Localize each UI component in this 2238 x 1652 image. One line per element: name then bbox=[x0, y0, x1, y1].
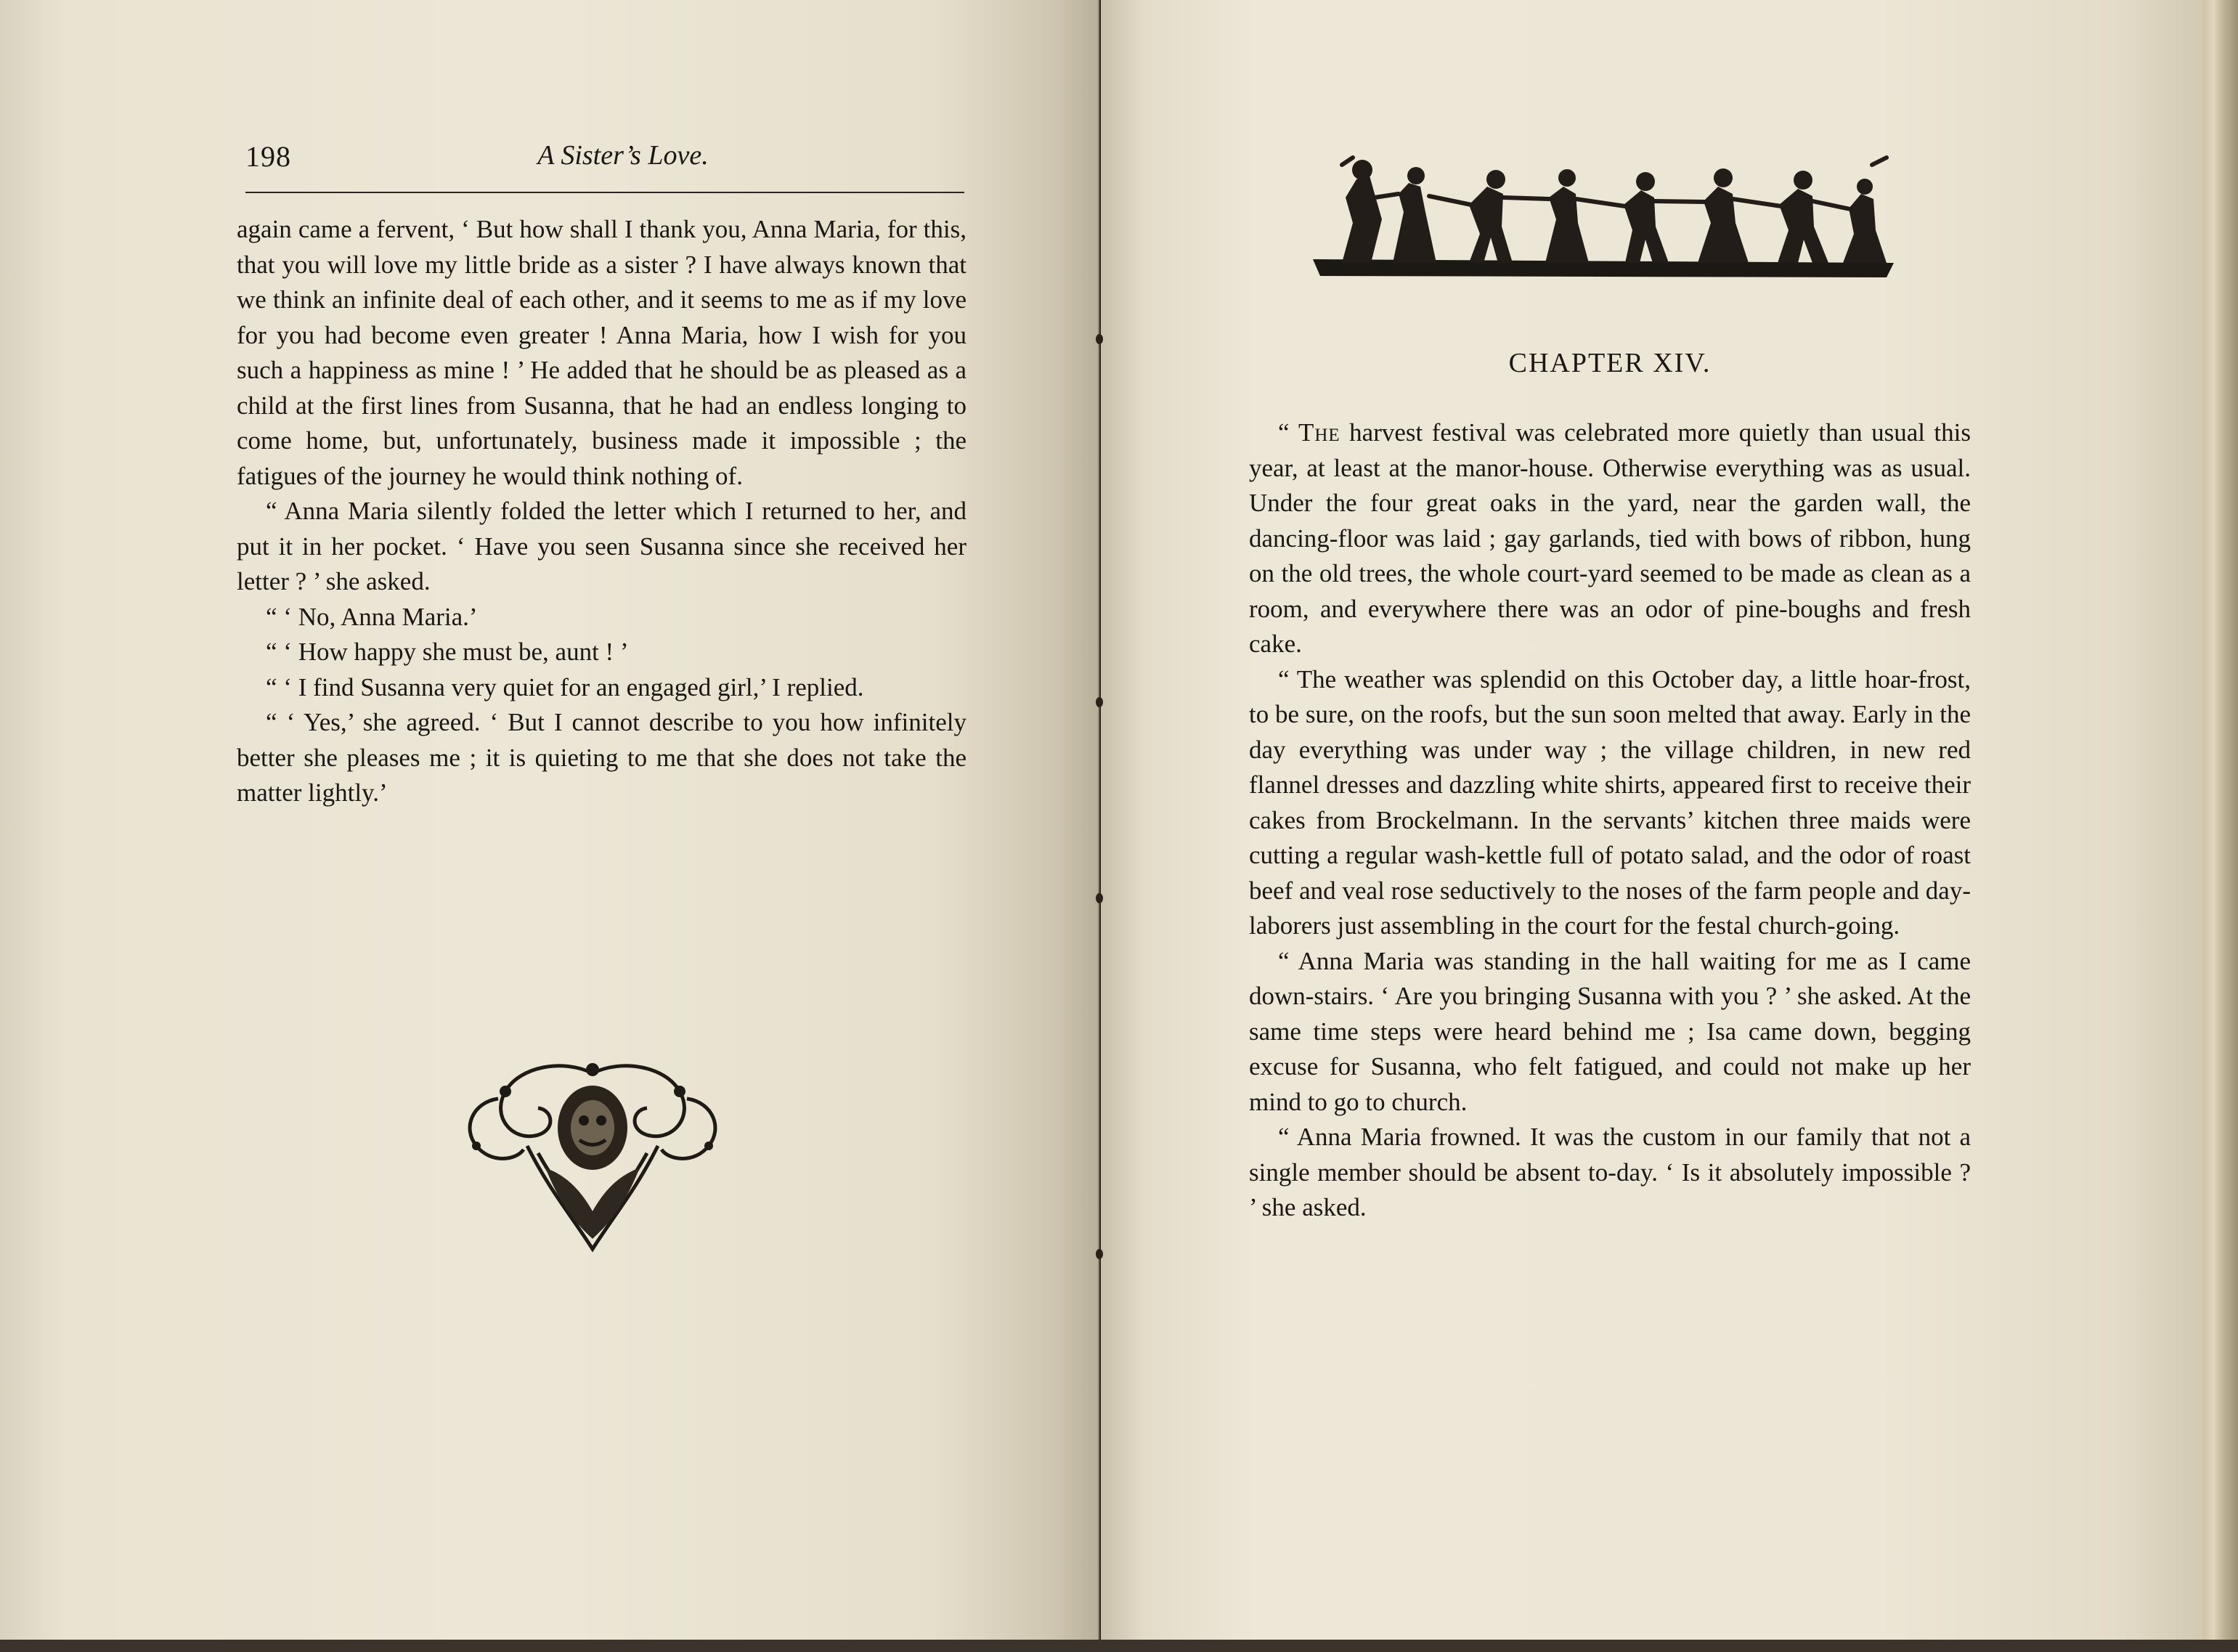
opening-word: The bbox=[1298, 418, 1340, 447]
right-page-text bbox=[1249, 415, 1971, 1226]
paragraph: “ Anna Maria frowned. It was the custom in our family that not a single member should be absent to-day. ‘ Is it absolutely impossible ? ’ she asked. bbox=[1249, 1123, 1971, 1221]
stitch-mark bbox=[1096, 1249, 1103, 1259]
chapter-heading: CHAPTER XIV. bbox=[1508, 348, 1712, 378]
running-title: A Sister’s Love. bbox=[537, 140, 709, 171]
left-page bbox=[0, 0, 1099, 1640]
bottom-shadow bbox=[0, 1640, 2238, 1652]
paragraph: “ Anna Maria silently folded the letter which I returned to her, and put it in her pocket. ‘ Have you seen Susanna since she received her letter ? ’ she asked. bbox=[237, 497, 967, 595]
page-number: 198 bbox=[245, 140, 291, 173]
paragraph bbox=[1249, 415, 1971, 662]
paragraph: “ ‘ Yes,’ she agreed. ‘ But I cannot describe to you how infinitely better she pleases me ; it is quieting to me that she does not take the matter lightly.’ bbox=[237, 708, 967, 807]
running-head bbox=[245, 139, 964, 193]
stitch-mark bbox=[1096, 697, 1103, 707]
paragraph: “ ‘ How happy she must be, aunt ! ’ bbox=[266, 638, 629, 666]
opening-quote: “ bbox=[1278, 418, 1298, 447]
paragraph: again came a fervent, ‘ But how shall I thank you, Anna Maria, for this, that you will love my little bride as a sister ? I have always known that we think an infinite deal of each other, and it seems to me as if my love for you had become even greater ! Anna Maria, how I wish for you such a happiness as mine ! ’ He added that he should be as pleased as a child at the first lines from Susanna, that he had an endless longing to come home, but, unfortunately, business made it impossible ; the fatigues of the journey he would think nothing of. bbox=[237, 215, 967, 490]
paragraph: “ The weather was splendid on this October day, a little hoar-frost, to be sure, on the roofs, but the sun soon melted that away. Early in the day everything was under way ; the village children, in new red flannel dresses and dazzling white shirts, appeared first to receive their cakes from Brockelmann. In the servants’ kitchen three maids were cutting a regular wash-kettle full of potato salad, and the odor of roast beef and veal rose seductively to the noses of the farm people and day-laborers just assembling in the court for the festal church-going. bbox=[1249, 664, 1971, 940]
page-edges bbox=[2203, 0, 2238, 1640]
paragraph: “ ‘ I find Susanna very quiet for an engaged girl,’ I replied. bbox=[266, 672, 864, 701]
paragraph: “ ‘ No, Anna Maria.’ bbox=[266, 602, 478, 631]
tailpiece-ornament bbox=[455, 1059, 731, 1255]
paragraph-body: harvest festival was celebrated more quietly than usual this year, at least at the manor-house. Otherwise everything was as usual. Under the four great oaks in the yard, near the garden wall, the dancing-floor was laid ; gay garlands, tied with bows of ribbon, hung on the old trees, the whole court-yard seemed to be made as clean as a room, and everywhere there was an odor of pine-boughs and fresh cake. bbox=[1249, 418, 1971, 658]
left-page-text bbox=[237, 212, 967, 811]
stitch-mark bbox=[1096, 334, 1103, 344]
stitch-mark bbox=[1096, 893, 1103, 903]
woodcut-header-dancers bbox=[1313, 154, 1894, 277]
paragraph: “ Anna Maria was standing in the hall waiting for me as I came down-stairs. ‘ Are you bringing Susanna with you ? ’ she asked. At the same time steps were heard behind me ; Isa came down, begging excuse for Susanna, who felt fatigued, and could not make up her mind to go to church. bbox=[1249, 946, 1971, 1116]
